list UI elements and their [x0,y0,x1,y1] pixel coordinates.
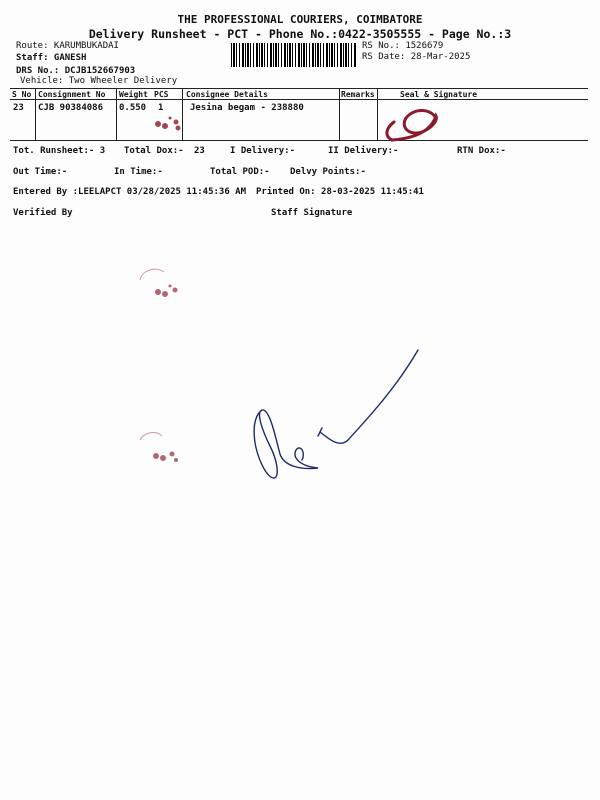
i-delivery: I Delivery:- [230,146,296,156]
total-dox-label: Total Dox:- [124,146,184,156]
cell-pcs: 1 [158,103,164,113]
col-header-weight: Weight [119,90,148,99]
handwritten-signature [254,350,418,478]
rs-date: RS Date: 28-Mar-2025 [362,52,471,62]
col-header-seal: Seal & Signature [400,90,478,99]
col-header-remarks: Remarks [341,90,375,99]
staff-signature-label: Staff Signature [271,208,353,218]
out-time: Out Time:- [13,167,68,177]
delvy-points: Delvy Points:- [290,167,366,177]
col-header-consignment: Consignment No [38,90,106,99]
cell-consignee: Jesina begam - 238880 [190,103,304,113]
ii-delivery: II Delivery:- [328,146,399,156]
entered-by: Entered By :LEELAPCT 03/28/2025 11:45:36 AM [13,187,246,197]
runsheet-subtitle: Delivery Runsheet - PCT - Phone No.:0422-3505555 - Page No.:3 [88,27,512,41]
route-text: Route: KARUMBUKADAI [16,41,119,51]
printed-on: Printed On: 28-03-2025 11:45:41 [256,187,424,197]
cell-consignment: CJB 90384086 [38,103,104,113]
drs-number: DRS No.: DCJB152667903 [16,66,136,76]
vehicle-text: Vehicle: Two Wheeler Delivery [20,76,178,86]
seal-signature-mark [387,111,436,141]
in-time: In Time:- [114,167,163,177]
cell-weight: 0.550 [119,103,147,113]
staff-text: Staff: GANESH [16,53,87,63]
total-dox-value: 23 [194,146,205,156]
tot-runsheet: Tot. Runsheet:- 3 [13,146,106,156]
stamp-mark [155,117,181,131]
col-header-consignee: Consignee Details [186,90,268,99]
stamp-mark [140,433,178,462]
stamp-mark [140,269,178,297]
cell-sno: 23 [13,103,24,113]
rs-number: RS No.: 1526679 [362,41,444,51]
rtn-dox: RTN Dox:- [457,146,506,156]
col-header-pcs: PCS [154,90,169,99]
verified-by: Verified By [13,208,73,218]
col-header-sno: S No [12,90,32,99]
total-pod: Total POD:- [210,167,270,177]
company-title: THE PROFESSIONAL COURIERS, COIMBATORE [177,13,423,26]
